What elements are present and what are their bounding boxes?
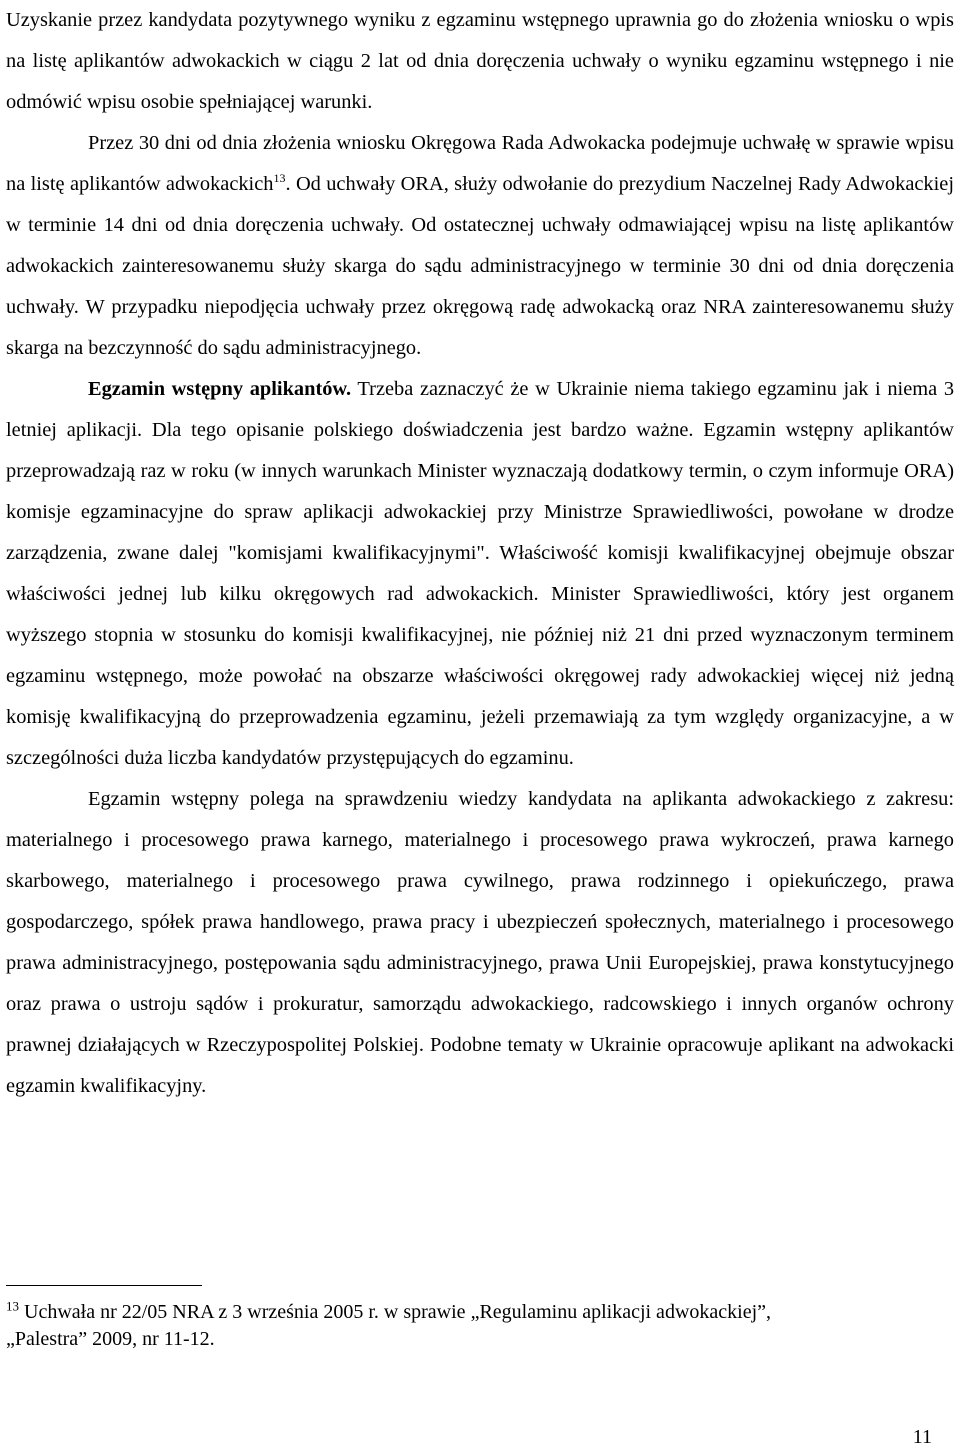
body-text: [6, 0, 954, 1107]
footnote-reference[interactable]: 13: [273, 171, 286, 186]
paragraph-2-part-a: Przez 30 dni od dnia złożenia wniosku Okręgowa Rada Adwokacka podejmuje uchwałę w sprawie wpisu na listę aplikantów adwokackich: [6, 132, 954, 195]
footnote-separator: [6, 1285, 202, 1286]
footnote: [6, 1299, 826, 1353]
paragraph-1: Uzyskanie przez kandydata pozytywnego wyniku z egzaminu wstępnego uprawnia go do złożenia wniosku o wpis na listę aplikantów adwokackich w ciągu 2 lat od dnia doręczenia uchwały o wyniku egzaminu wstępnego i nie odmówić wpisu osobie spełniającej warunki.: [6, 9, 954, 113]
paragraph-2-part-b: . Od uchwały ORA, służy odwołanie do prezydium Naczelnej Rady Adwokackiej w terminie 14 dni od dnia doręczenia uchwały. Od ostatecznej uchwały odmawiającej wpisu na listę aplikantów adwokackich zainteresowanemu służy skarga do sądu administracyjnego w terminie 30 dni od dnia doręczenia uchwały. W przypadku niepodjęcia uchwały przez okręgową radę adwokacką oraz NRA zainteresowanemu służy skarga na bezczynność do sądu administracyjnego.: [6, 173, 955, 359]
paragraph-4: Egzamin wstępny polega na sprawdzeniu wiedzy kandydata na aplikanta adwokackiego z zakresu: materialnego i procesowego prawa karnego, materialnego i procesowego prawa wykroczeń, prawa karnego skarbowego, materialnego i procesowego prawa cywilnego, prawa rodzinnego i opiekuńczego, prawa gospodarczego, spółek prawa handlowego, prawa pracy i ubezpieczeń społecznych, materialnego i procesowego prawa administracyjnego, postępowania sądu administracyjnego, prawa Unii Europejskiej, prawa konstytucyjnego oraz prawa o ustroju sądów i prokuratur, samorządu adwokackiego, radcowskiego i innych organów ochrony prawnej działających w Rzeczypospolitej Polskiej. Podobne tematy w Ukrainie opracowuje aplikant na adwokacki egzamin kwalifikacyjny.: [6, 788, 954, 1097]
footnote-mark: 13: [6, 1298, 19, 1314]
paragraph-3: Trzeba zaznaczyć że w Ukrainie niema takiego egzaminu jak i niema 3 letniej aplikacji. Dla tego opisanie polskiego doświadczenia jest bardzo ważne. Egzamin wstępny aplikantów przeprowadzają raz w roku (w innych warunkach Minister wyznaczają dodatkowy termin, o czym informuje ORA) komisje egzaminacyjne do spraw aplikacji adwokackiej przy Ministrze Sprawiedliwości, powołane w drodze zarządzenia, zwane dalej "komisjami kwalifikacyjnymi". Właściwość komisji kwalifikacyjnej obejmuje obszar właściwości jednej lub kilku okręgowych rad adwokackich. Minister Sprawiedliwości, który jest organem wyższego stopnia w stosunku do komisji kwalifikacyjnej, nie później niż 21 dni przed wyznaczonym terminem egzaminu wstępnego, może powołać na obszarze właściwości okręgowej rady adwokackiej więcej niż jedną komisję kwalifikacyjną do przeprowadzenia egzaminu, jeżeli przemawiają za tym względy organizacyjne, a w szczególności duża liczba kandydatów przystępujących do egzaminu.: [6, 378, 955, 769]
page-number: 11: [912, 1426, 932, 1448]
footnote-text: Uchwała nr 22/05 NRA z 3 września 2005 r. w sprawie „Regulaminu aplikacji adwokackiej”, „Palestra” 2009, nr 11-12.: [6, 1301, 772, 1350]
section-heading: Egzamin wstępny aplikantów.: [88, 378, 352, 400]
document-page: [6, 0, 954, 1107]
